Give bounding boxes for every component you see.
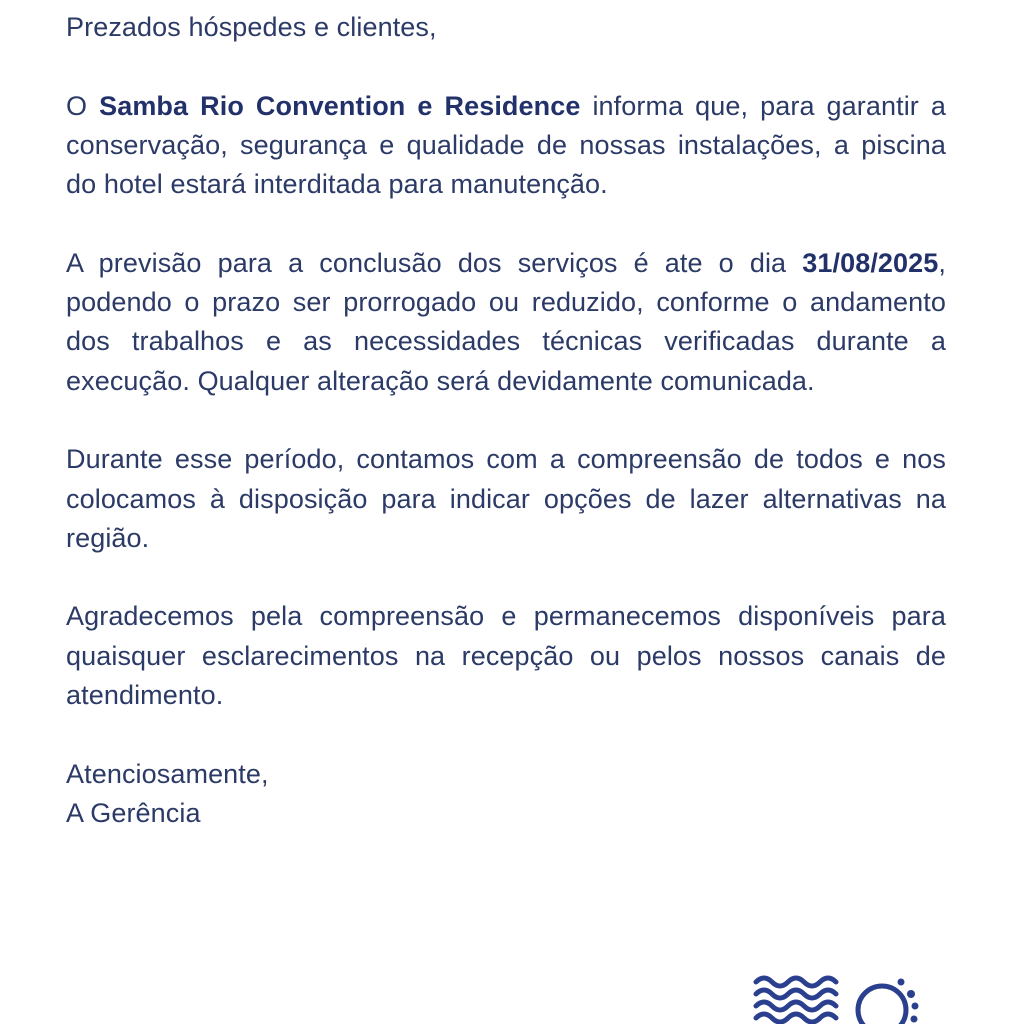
hotel-logo-icon [748,968,924,1024]
paragraph-schedule-text: , podendo o prazo ser prorrogado ou reduzido, conforme o andamento dos trabalhos e as necessidades técnicas verificadas durante a execução. Qualquer alteração será devidamente comunicada. [66,247,946,396]
completion-date: 31/08/2025 [802,247,939,278]
paragraph-interdiction [66,87,946,205]
paragraph-thanks: Agradecemos pela compreensão e permanecemos disponíveis para quaisquer esclarecimentos na recepção ou pelos nossos canais de atendimento. [66,601,946,711]
signoff [66,755,946,834]
letter-body [66,8,946,873]
hotel-name: Samba Rio Convention e Residence [99,90,581,121]
greeting: Prezados hóspedes e clientes, [66,12,437,42]
paragraph-schedule-intro: A previsão para a conclusão dos serviços é ate o dia [66,247,803,278]
paragraph-schedule [66,244,946,401]
signature: A Gerência [66,797,201,828]
paragraph-interdiction-intro: O [66,90,100,121]
paragraph-interdiction-text: informa que, para garantir a conservação, segurança e qualidade de nossas instalações, a piscina do hotel estará interditada para manutenção. [66,90,947,200]
closing: Atenciosamente, [66,758,269,789]
paragraph-alternatives: Durante esse período, contamos com a compreensão de todos e nos colocamos à disposição para indicar opções de lazer alternativas na região. [66,444,946,553]
